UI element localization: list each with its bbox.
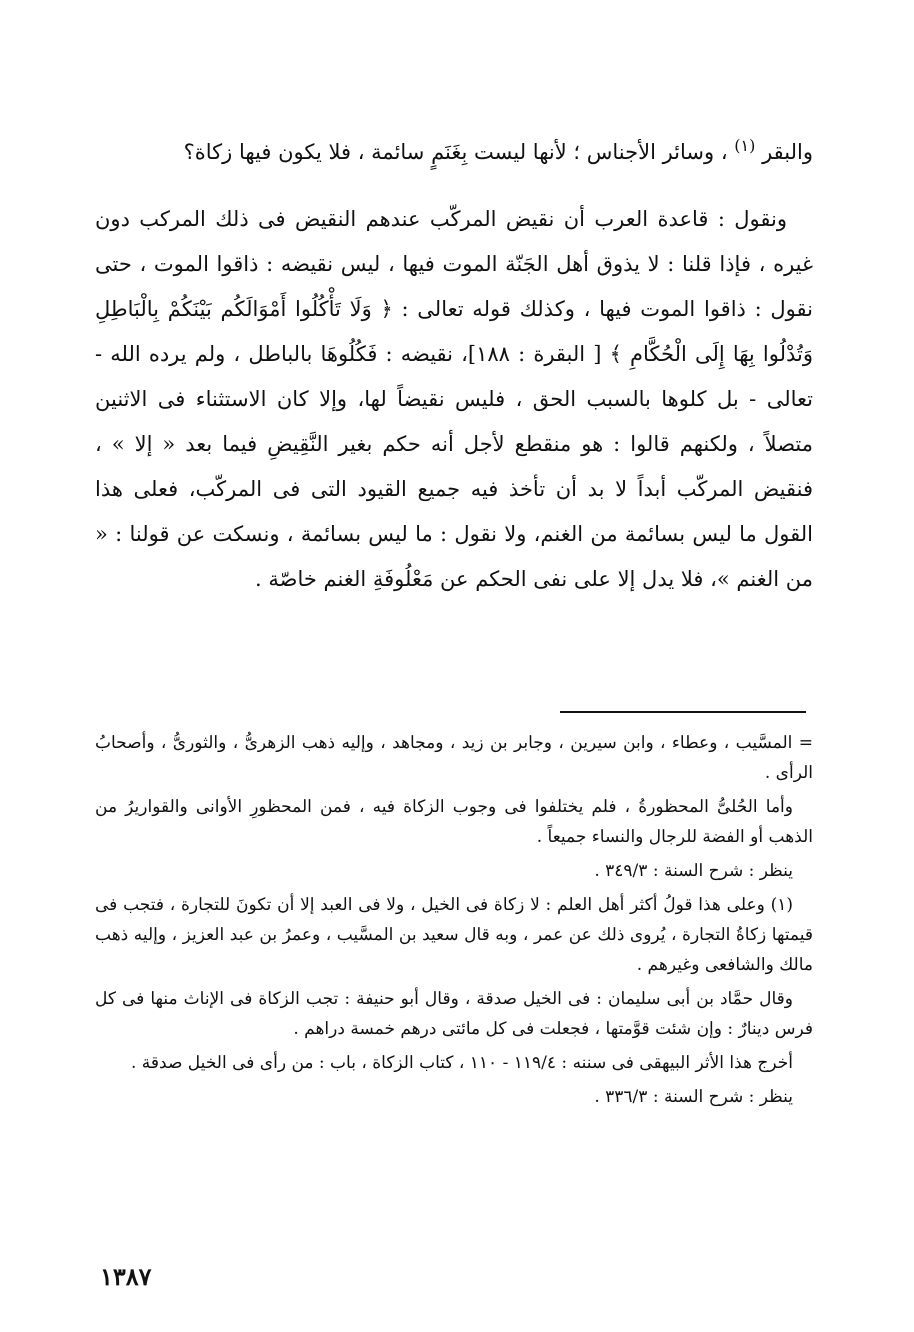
page-number: ١٣٨٧ (100, 1262, 152, 1291)
footnote-source: أخرج هذا الأثر البيهقى فى سننه : ١١٩/٤ - ١١٠ ، كتاب الزكاة ، باب : من رأى فى الخيل صدقة . (131, 1053, 793, 1073)
paragraph-1-rest: ، وسائر الأجناس ؛ لأنها ليست بِغَنَمٍ سائمة ، فلا يكون فيها زكاة؟ (183, 140, 728, 164)
footnote-paragraph: وأما الحُلىُّ المحظورةُ ، فلم يختلفوا فى وجوب الزكاة فيه ، فمن المحظورِ الأوانى والقواريرُ من الذهب أو الفضة للرجال والنساء جميعاً . (95, 797, 813, 847)
paragraph-1-start: والبقر (762, 140, 813, 164)
footnote-1: (١) وعلى هذا قولُ أكثر أهل العلم : لا زكاة فى الخيل ، ولا فى العبد إلا أن تكونَ للتجارة ، فتجب فى قيمتها زكاةُ التجارة ، يُروى ذلك عن عمر ، وبه قال سعيد بن المسَّيب ، وعمرُ بن عبد العزيز ، وإليه ذهب مالك والشافعى وغيرهم . (95, 895, 813, 975)
footnote-paragraph: وقال حمَّاد بن أبى سليمان : فى الخيل صدقة ، وقال أبو حنيفة : تجب الزكاة فى الإناث منها فى كل فرس دينارٌ : وإن شئت قوَّمتها ، فجعلت فى كل مائتى درهم خمسة دراهم . (95, 989, 813, 1039)
footnote-reference-line: ينظر : شرح السنة : ٣٣٦/٣ . (594, 1087, 793, 1107)
paragraph-2: ونقول : قاعدة العرب أن نقيض المركّب عندهم النقيض فى ذلك المركب دون غيره ، فإذا قلنا : لا يذوق أهل الجَنّة الموت فيها ، ليس نقيضه : ذاقوا الموت ، حتى نقول : ذاقوا الموت فيها ، وكذلك قوله تعالى : ﴿ وَلَا تَأْكُلُوا أَمْوَالَكُم بَيْنَكُمْ بِالْبَاطِلِ وَتُدْلُوا بِهَا إِلَى الْحُكَّامِ ﴾ [ البقرة : ١٨٨]، نقيضه : فَكُلُوهَا بالباطل ، ولم يرده الله - تعالى - بل كلوها بالسبب الحق ، فليس نقيضاً لها، وإلا كان الاستثناء فى الاثنين متصلاً ، ولكنهم قالوا : هو منقطع لأجل أنه حكم بغير النَّقِيضِ فيما بعد « إلا » ، فنقيض المركّب أبداً لا بد أن تأخذ فيه جميع القيود التى فى المركّب، فعلى هذا القول ما ليس بسائمة من الغنم، ولا نقول : ما ليس بسائمة ، ونسكت عن قولنا : « من الغنم »، فلا يدل إلا على نفى الحكم عن مَعْلُوفَةِ الغنم خاصّة . (95, 207, 813, 591)
main-text (95, 130, 813, 602)
footnote-separator (560, 711, 806, 713)
footnote-reference-1: (١) (734, 136, 756, 155)
footnote-reference-line: ينظر : شرح السنة : ٣٤٩/٣ . (594, 861, 793, 881)
footnote-continuation: = المسَّيب ، وعطاء ، وابن سيرين ، وجابر بن زيد ، ومجاهد ، وإليه ذهب الزهرىُّ ، والثورىُّ ، وأصحابُ الرأى . (95, 733, 813, 783)
footnotes (95, 728, 813, 1116)
paragraph-1 (95, 130, 813, 175)
